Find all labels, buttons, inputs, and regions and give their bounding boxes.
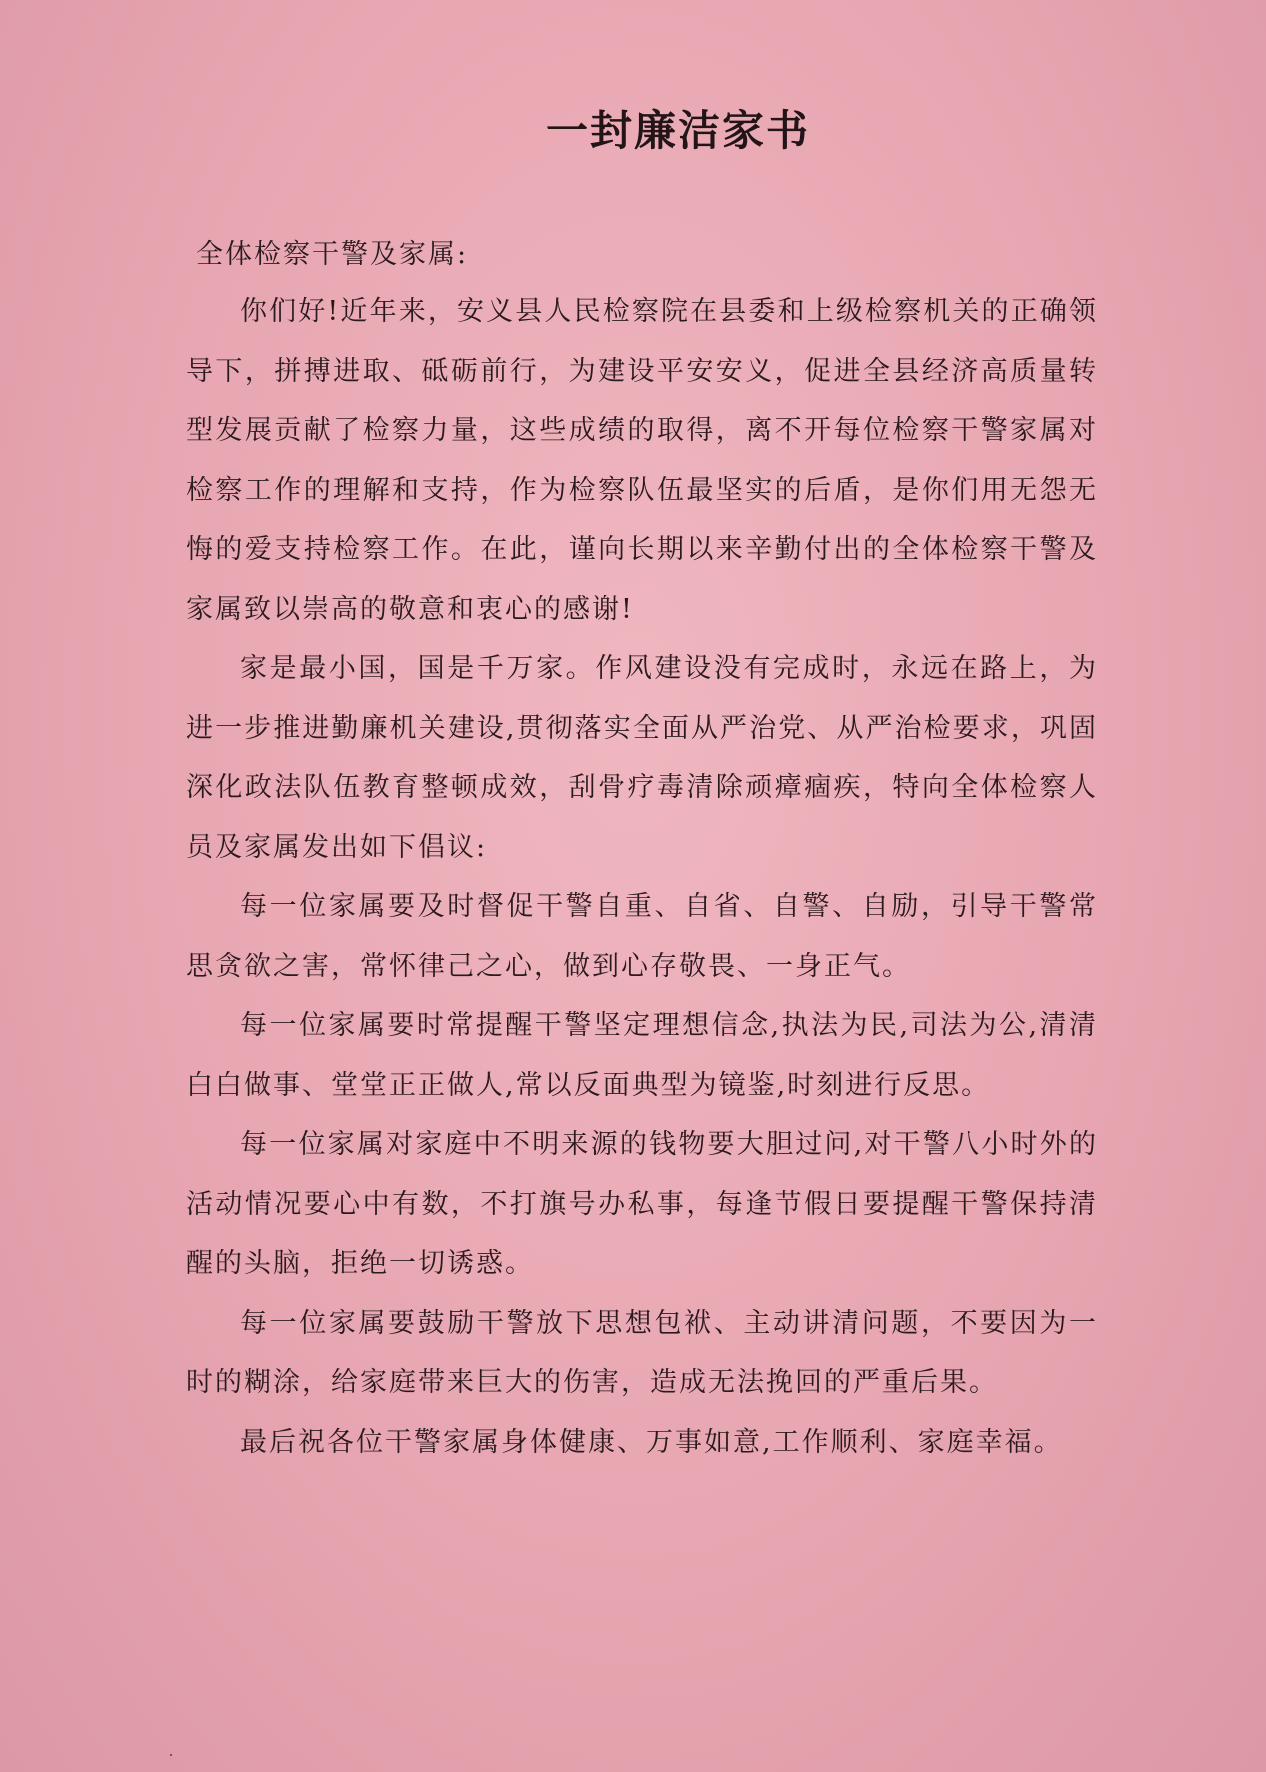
paragraph-initiative-intro: 家是最小国，国是千万家。作风建设没有完成时，永远在路上，为进一步推进勤廉机关建设,贯彻落实全面从严治党、从严治检要求，巩固深化政法队伍教育整顿成效，刮骨疗毒清除顽瘴痼疾，特向全体检察人员及家属发出如下倡议: <box>186 653 1098 863</box>
letter-salutation: 全体检察干警及家属: <box>196 239 469 270</box>
paragraph-initiative-2: 每一位家属要时常提醒干警坚定理想信念,执法为民,司法为公,清清白白做事、堂堂正正做人,常以反面典型为镜鉴,时刻进行反思。 <box>186 1010 1098 1101</box>
paragraph-initiative-4: 每一位家属要鼓励干警放下思想包袱、主动讲清问题，不要因为一时的糊涂，给家庭带来巨大的伤害，造成无法挽回的严重后果。 <box>186 1307 1098 1398</box>
letter-title: 一封廉洁家书 <box>545 106 810 155</box>
letter-body <box>186 282 1098 1472</box>
paragraph-greeting: 你们好!近年来，安义县人民检察院在县委和上级检察机关的正确领导下，拼搏进取、砥砺前行，为建设平安安义，促进全县经济高质量转型发展贡献了检察力量，这些成绩的取得，离不开每位检察干警家属对检察工作的理解和支持，作为检察队伍最坚实的后盾，是你们用无怨无悔的爱支持检察工作。在此，谨向长期以来辛勤付出的全体检察干警及家属致以崇高的敬意和衷心的感谢! <box>186 296 1098 625</box>
paragraph-initiative-3: 每一位家属对家庭中不明来源的钱物要大胆过问,对干警八小时外的活动情况要心中有数，不打旗号办私事，每逢节假日要提醒干警保持清醒的头脑，拒绝一切诱惑。 <box>186 1129 1098 1279</box>
paragraph-initiative-1: 每一位家属要及时督促干警自重、自省、自警、自励，引导干警常思贪欲之害，常怀律己之心，做到心存敬畏、一身正气。 <box>186 891 1098 982</box>
paragraph-closing: 最后祝各位干警家属身体健康、万事如意,工作顺利、家庭幸福。 <box>240 1426 1063 1458</box>
paper-speck <box>170 1754 172 1756</box>
